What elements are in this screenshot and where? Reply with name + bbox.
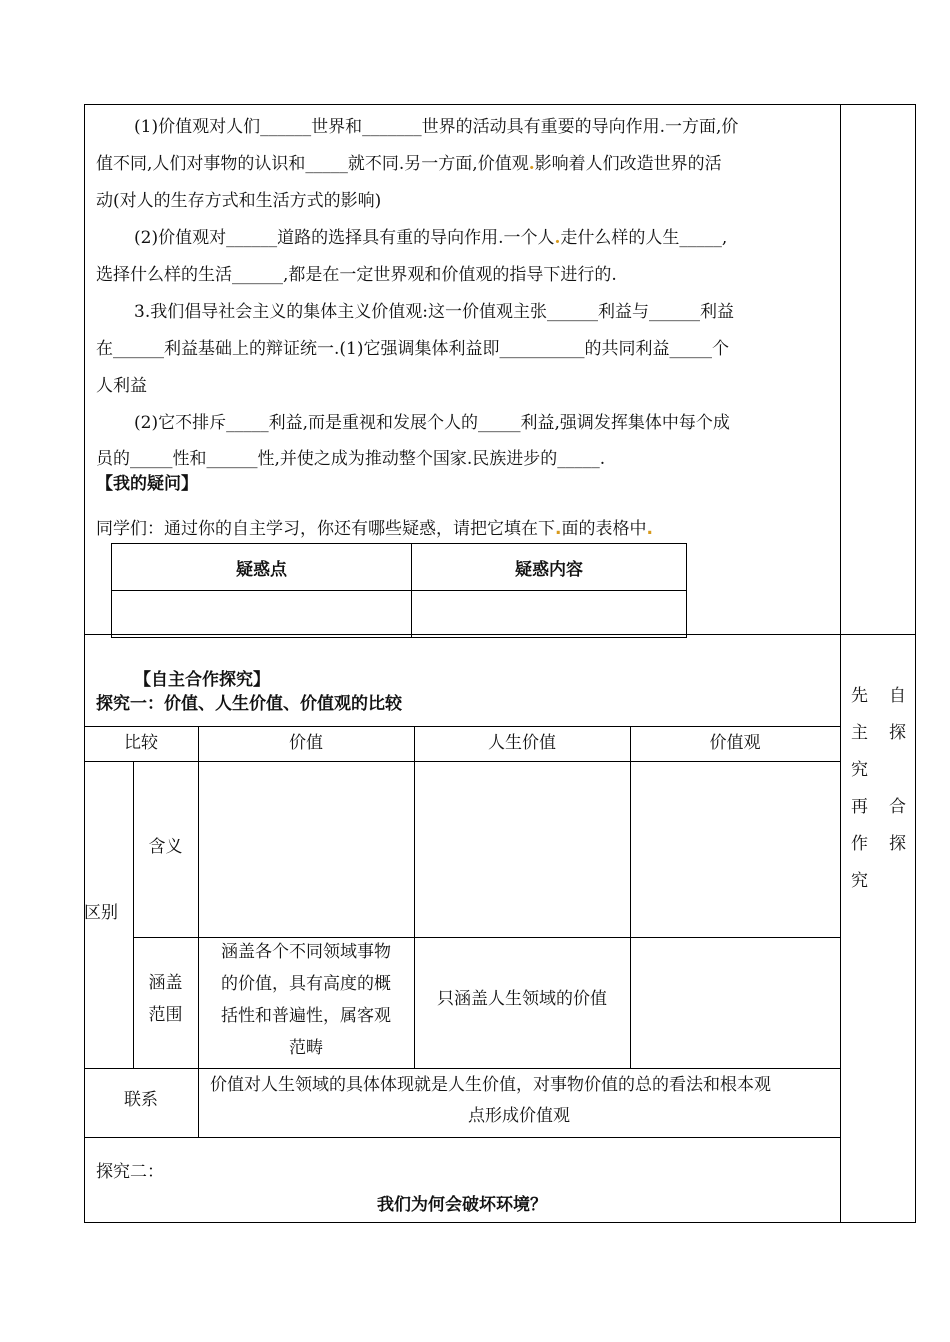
link-text-b: 点形成价值观 [468,1106,570,1126]
mark-dot: . [554,228,561,248]
side-char: 先 [851,686,868,706]
para1-line1: (1)价值观对人们______世界和_______世界的活动具有重要的导向作用.一方面,价 [134,117,739,137]
scope-life-value: 只涵盖人生领域的价值 [437,989,607,1009]
side-char: 究 [851,871,868,891]
para2-line1-a: (2)价值观对______道路的选择具有重的导向作用.一个人 [134,228,555,248]
side-char: 主 [851,723,868,743]
explore-topic1 [96,686,402,723]
questions-cell-point[interactable] [112,591,412,638]
side-char [889,752,909,789]
side-char: 自 [889,686,906,706]
side-note-col-a [851,678,871,900]
prompt-a: 同学们：通过你的自主学习，你还有哪些疑惑，请把它填在下 [96,519,555,539]
scope-value-line4: 范畴 [289,1038,323,1058]
grid-line [198,726,199,1137]
grid-line [84,1137,840,1138]
header-values: 价值观 [709,733,761,753]
para4-line2: 员的_____性和______性,并使之成为推动整个国家.民族进步的_____. [96,449,606,469]
explore-topic2-title: 我们为何会破坏环境？ [377,1195,547,1215]
row-meaning-label: 含义 [148,837,183,857]
row-scope-label-a: 涵盖 [148,973,183,993]
side-char: 究 [851,760,868,780]
my-questions-heading: 【我的疑问】 [96,474,198,494]
side-char: 合 [889,797,906,817]
row-scope-label-b: 范围 [148,1005,183,1025]
side-column-divider [840,104,841,1223]
scope-value-line3: 括性和普遍性，属客观 [221,1006,391,1026]
para2-line2: 选择什么样的生活______,都是在一定世界观和价值观的指导下进行的. [96,265,617,285]
questions-table [111,543,687,638]
para3-line3: 人利益 [96,376,147,396]
questions-col-content: 疑惑内容 [412,544,687,591]
para2-line1 [134,220,727,257]
header-value: 价值 [289,733,323,753]
mark-dot: . [528,154,535,174]
para1-line2-a: 值不同,人们对事物的认识和_____就不同.另一方面,价值观 [96,154,529,174]
scope-value-line2: 的价值，具有高度的概 [221,974,391,994]
para3-line2: 在______利益基础上的辩证统一.(1)它强调集体利益即__________的共同利益_____个 [96,339,729,359]
link-text-a: 价值对人生领域的具体体现就是人生价值，对事物价值的总的看法和根本观 [210,1075,771,1095]
prompt-b: 面的表格中 [561,519,647,539]
topic1-text: 探究一：价值、人生价值、价值观的比较 [96,694,402,714]
grid-line [414,726,415,1068]
side-note-col-b [889,678,909,863]
link-label: 联系 [124,1090,158,1110]
mark-dot: . [555,519,562,539]
side-char: 探 [889,723,906,743]
mark-dot: . [646,519,653,539]
para1-line2 [96,146,722,183]
header-life-value: 人生价值 [488,733,556,753]
para2-line1-b: 走什么样的人生_____, [560,228,728,248]
explore-topic2: 探究二： [96,1162,164,1182]
para4-line1: (2)它不排斥_____利益,而是重视和发展个人的_____利益,强调发挥集体中每个成 [134,413,730,433]
questions-col-point: 疑惑点 [112,544,412,591]
para3-line1: 3.我们倡导社会主义的集体主义价值观:这一价值观主张______利益与______利益 [134,302,734,322]
side-char: 作 [851,834,868,854]
header-compare: 比较 [124,733,158,753]
side-char: 探 [889,834,906,854]
row-group-difference: 区别 [84,903,118,923]
grid-line [630,726,631,1068]
side-char: 再 [851,797,868,817]
para1-line2-b: 影响着人们改造世界的活 [534,154,722,174]
questions-cell-content[interactable] [412,591,687,638]
para1-line3: 动(对人的生存方式和生活方式的影响) [96,191,382,211]
scope-value-line1: 涵盖各个不同领域事物 [221,942,391,962]
explore-heading: 【自主合作探究】 [134,670,270,690]
